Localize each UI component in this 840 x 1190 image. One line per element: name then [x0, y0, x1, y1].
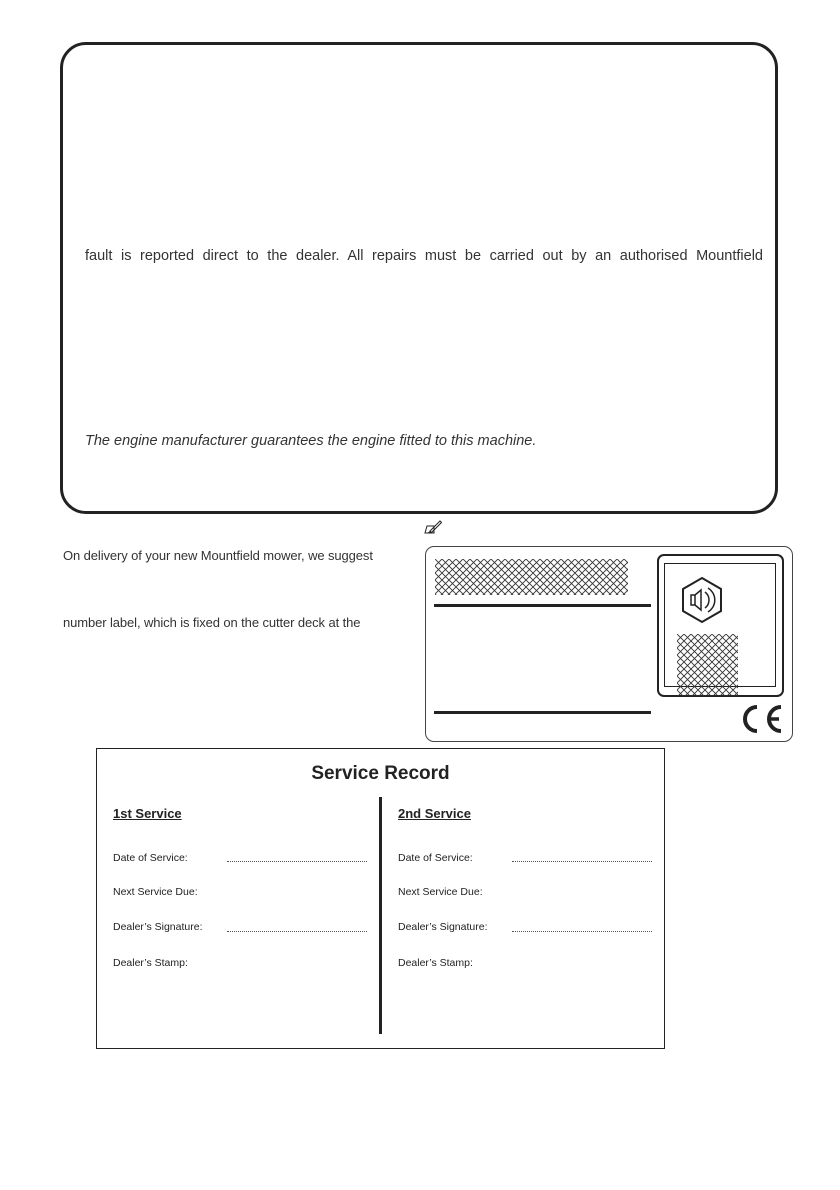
label-rule-top: [434, 604, 651, 607]
service-heading: 1st Service: [113, 806, 182, 821]
service-column-1: [113, 749, 373, 1048]
intro-line-1: On delivery of your new Mountfield mower, we suggest: [63, 548, 373, 563]
warranty-fault-line: fault is reported direct to the dealer. All repairs must be carried out by an authorised Mountfield: [85, 248, 763, 264]
dealer-signature-label: Dealer’s Signature:: [113, 921, 203, 933]
date-of-service-label: Date of Service:: [113, 852, 188, 864]
intro-line-2: number label, which is fixed on the cutter deck at the: [63, 615, 361, 630]
date-of-service-line[interactable]: [227, 861, 367, 862]
dealer-signature-line[interactable]: [512, 931, 652, 932]
pen-note-icon: [424, 520, 442, 534]
dealer-signature-label: Dealer’s Signature:: [398, 921, 488, 933]
service-heading: 2nd Service: [398, 806, 471, 821]
next-service-due-label: Next Service Due:: [398, 886, 483, 898]
dealer-stamp-label: Dealer’s Stamp:: [113, 957, 188, 969]
service-record-title: Service Record: [311, 763, 450, 784]
warranty-engine-line: The engine manufacturer guarantees the engine fitted to this machine.: [85, 433, 537, 449]
hatched-value-icon: [677, 634, 738, 696]
next-service-due-label: Next Service Due:: [113, 886, 198, 898]
service-column-2: [398, 749, 658, 1048]
label-noise-frame: [664, 563, 776, 687]
dealer-stamp-label: Dealer’s Stamp:: [398, 957, 473, 969]
label-rule-bottom: [434, 711, 651, 714]
service-record-box: [96, 748, 665, 1049]
warranty-box: [60, 42, 778, 514]
serial-number-label: [425, 546, 793, 742]
date-of-service-label: Date of Service:: [398, 852, 473, 864]
date-of-service-line[interactable]: [512, 861, 652, 862]
service-column-divider: [379, 797, 382, 1034]
dealer-signature-line[interactable]: [227, 931, 367, 932]
label-noise-panel: [657, 554, 784, 697]
ce-mark-icon: [737, 702, 785, 736]
hatched-block-icon: [435, 559, 628, 595]
sound-power-icon: [678, 576, 726, 624]
